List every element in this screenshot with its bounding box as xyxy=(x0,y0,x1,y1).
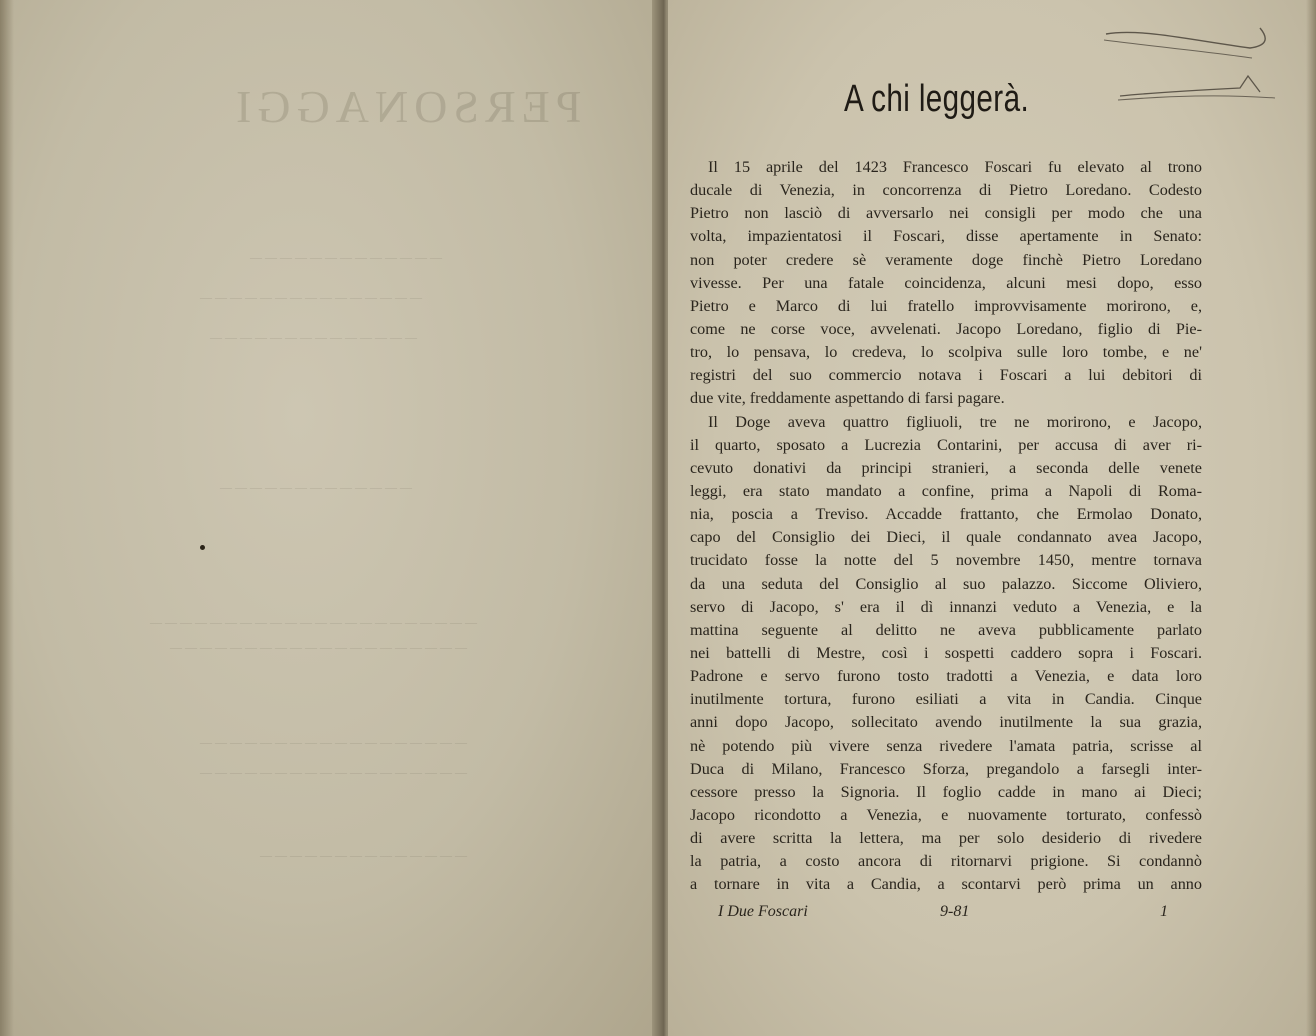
left-page-edge xyxy=(0,0,14,1036)
text-line: nia, poscia a Treviso. Accadde frattanto, che Ermolao Donato, xyxy=(690,505,1202,524)
show-through-ghost-line: — — — — — — — — — — — — — — xyxy=(210,330,417,344)
text-line: Il 15 aprile del 1423 Francesco Foscari fu elevato al trono xyxy=(708,158,1202,176)
text-line: vivesse. Per una fatale coincidenza, alcuni mesi dopo, esso xyxy=(690,273,1202,292)
show-through-ghost-line: — — — — — — — — — — — — — — xyxy=(260,848,467,862)
text-line: nei battelli di Mestre, così i sospetti caddero sopra i Foscari. xyxy=(690,643,1202,662)
right-page xyxy=(668,0,1316,1036)
text-line: Duca di Milano, Francesco Sforza, pregandolo a farsegli inter- xyxy=(690,759,1202,778)
show-through-ghost-line: — — — — — — — — — — — — — — — — — — xyxy=(200,735,467,749)
show-through-ghost-line: — — — — — — — — — — — — — xyxy=(220,480,412,494)
pencil-marks xyxy=(1100,18,1300,108)
text-line: nè potendo più vivere senza rivedere l'amata patria, scrisse al xyxy=(690,736,1202,755)
text-line: Padrone e servo furono tosto tradotti a Venezia, e data loro xyxy=(690,667,1202,686)
text-line: cevuto donativi da principi stranieri, a seconda delle venete xyxy=(690,458,1202,477)
text-line: anni dopo Jacopo, sollecitato avendo inutilmente la sua grazia, xyxy=(690,713,1202,732)
show-through-ghost-line: — — — — — — — — — — — — — — — — — — xyxy=(200,765,467,779)
text-line: non poter credere sè veramente doge finchè Pietro Loredano xyxy=(690,250,1202,269)
text-line: Il Doge aveva quattro figliuoli, tre ne morirono, e Jacopo, xyxy=(708,412,1202,431)
text-line: leggi, era stato mandato a confine, prima a Napoli di Roma- xyxy=(690,481,1202,500)
text-line: mattina seguente al delitto ne aveva pubblicamente parlato xyxy=(690,620,1202,639)
text-line: la patria, a costo ancora di ritornarvi prigione. Si condannò xyxy=(690,852,1202,871)
text-line: registri del suo commercio notava i Foscari a lui debitori di xyxy=(690,366,1202,385)
text-line: trucidato fosse la notte del 5 novembre 1450, mentre tornava xyxy=(690,551,1202,570)
footer-signature-mark: 9-81 xyxy=(940,903,970,920)
text-line: volta, impazientatosi il Foscari, disse apertamente in Senato: xyxy=(690,227,1202,246)
text-line: inutilmente tortura, furono esiliati a vita in Candia. Cinque xyxy=(690,690,1202,709)
text-line: come ne corse voce, avvelenati. Jacopo Loredano, figlio di Pie- xyxy=(690,319,1202,338)
text-line: Jacopo ricondotto a Venezia, e nuovamente torturato, confessò xyxy=(690,805,1202,824)
footer-page-number: 1 xyxy=(1160,903,1168,920)
show-through-ghost-line: — — — — — — — — — — — — — — — xyxy=(200,290,422,304)
ink-speck xyxy=(200,545,205,550)
text-line: a tornare in vita a Candia, a scontarvi però prima un anno xyxy=(690,875,1202,894)
text-line: di avere scritta la lettera, ma per solo desiderio di rivedere xyxy=(690,829,1202,848)
text-line: Pietro non lasciò di avversarlo nei consigli per modo che una xyxy=(690,204,1202,223)
text-line: il quarto, sposato a Lucrezia Contarini, per accusa di aver ri- xyxy=(690,435,1202,454)
page-title: A chi leggerà. xyxy=(844,78,1030,120)
text-line: tro, lo pensava, lo credeva, lo scolpiva sulle loro tombe, e ne' xyxy=(690,343,1202,362)
body-text xyxy=(690,156,1202,897)
text-line: servo di Jacopo, s' era il dì innanzi veduto a Venezia, e la xyxy=(690,597,1202,616)
show-through-ghost-line: — — — — — — — — — — — — — — — — — — — — xyxy=(170,640,467,654)
show-through-ghost-line: — — — — — — — — — — — — — — — — — — — — — — xyxy=(150,615,477,629)
footer-book-title: I Due Foscari xyxy=(718,903,808,920)
show-through-ghost-line: — — — — — — — — — — — — — xyxy=(250,250,442,264)
text-line: ducale di Venezia, in concorrenza di Pietro Loredano. Codesto xyxy=(690,181,1202,200)
text-line: Pietro e Marco di lui fratello improvvisamente morirono, e, xyxy=(690,296,1202,315)
right-page-edge xyxy=(1306,0,1316,1036)
text-line: due vite, freddamente aspettando di farsi pagare. xyxy=(690,389,1005,408)
text-line: da una seduta del Consiglio al suo palazzo. Siccome Oliviero, xyxy=(690,574,1202,593)
show-through-ghost-title: PERSONAGGI xyxy=(230,81,582,132)
text-line: cessore presso la Signoria. Il foglio cadde in mano ai Dieci; xyxy=(690,782,1202,801)
text-line: capo del Consiglio dei Dieci, il quale condannato avea Jacopo, xyxy=(690,528,1202,547)
